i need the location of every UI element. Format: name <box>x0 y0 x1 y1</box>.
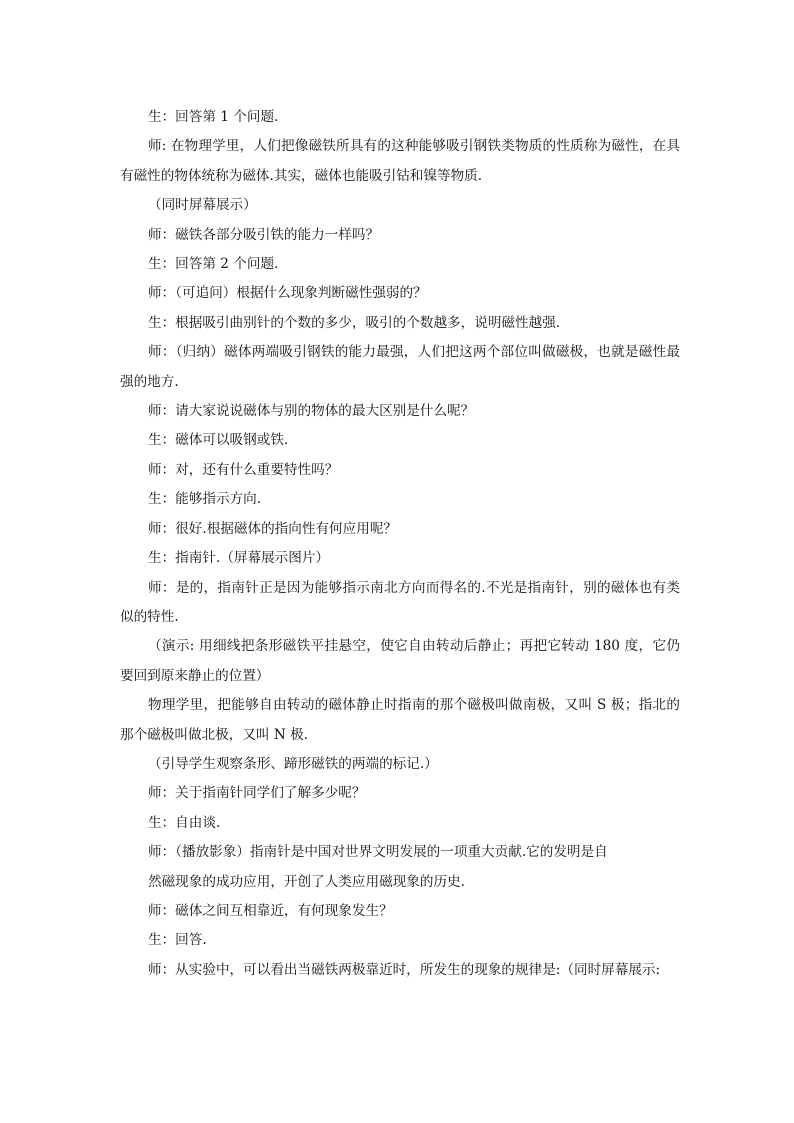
paragraph-6: 师：（可追问）根据什么现象判断磁性强弱的？ <box>148 285 427 302</box>
paragraph-17: 物理学里，把能够自由转动的磁体静止时指南的那个磁极叫做南极，又叫 S 极；指北的那个磁极叫做北极，又叫 N 极. <box>120 697 680 743</box>
paragraph-24: 生：回答. <box>148 932 207 949</box>
paragraph-13: 师：很好.根据磁体的指向性有何应用呢？ <box>148 520 398 537</box>
paragraph-1: 生：回答第 1 个问题. <box>148 109 279 125</box>
paragraph-19: 师：关于指南针同学们了解多少呢？ <box>148 785 366 802</box>
paragraph-8: 师：（归纳）磁体两端吸引钢铁的能力最强，人们把这两个部位叫做磁极，也就是磁性最强的地方. <box>120 344 680 390</box>
paragraph-3: （同时屏幕展示） <box>148 197 257 214</box>
paragraph-4: 师：磁铁各部分吸引铁的能力一样吗？ <box>148 226 380 243</box>
paragraph-20: 生：自由谈. <box>148 814 221 831</box>
paragraph-7: 生：根据吸引曲别针的个数的多少，吸引的个数越多，说明磁性越强. <box>148 314 561 331</box>
paragraph-18: （引导学生观察条形、蹄形磁铁的两端的标记.） <box>148 755 438 772</box>
paragraph-25: 师：从实验中，可以看出当磁铁两极靠近时，所发生的现象的规律是:（同时屏幕展示: <box>148 961 661 978</box>
paragraph-9: 师：请大家说说磁体与别的物体的最大区别是什么呢？ <box>148 403 475 420</box>
paragraph-2: 师: 在物理学里，人们把像磁铁所具有的这种能够吸引钢铁类物质的性质称为磁性，在具有磁性的物体统称为磁体.其实，磁体也能吸引钴和镍等物质. <box>120 138 680 184</box>
paragraph-12: 生：能够指示方向. <box>148 491 262 508</box>
paragraph-16: （演示: 用细线把条形磁铁平挂悬空，使它自由转动后静止；再把它转动 180 度，它仍要回到原来静止的位置） <box>120 638 680 684</box>
paragraph-21: 师：（播放影象）指南针是中国对世界文明发展的一项重大贡献.它的发明是自 <box>148 844 608 861</box>
paragraph-23: 师：磁体之间互相靠近，有何现象发生？ <box>148 902 393 919</box>
paragraph-5: 生：回答第 2 个问题. <box>148 256 279 273</box>
paragraph-15: 师：是的，指南针正是因为能够指示南北方向而得名的.不光是指南针，别的磁体也有类似的特性. <box>120 579 680 625</box>
document-body <box>120 103 680 985</box>
paragraph-22: 然磁现象的成功应用，开创了人类应用磁现象的历史. <box>148 873 465 890</box>
paragraph-11: 师：对，还有什么重要特性吗？ <box>148 461 339 478</box>
paragraph-10: 生：磁体可以吸钢或铁. <box>148 432 289 449</box>
paragraph-14: 生：指南针.（屏幕展示图片） <box>148 550 330 567</box>
